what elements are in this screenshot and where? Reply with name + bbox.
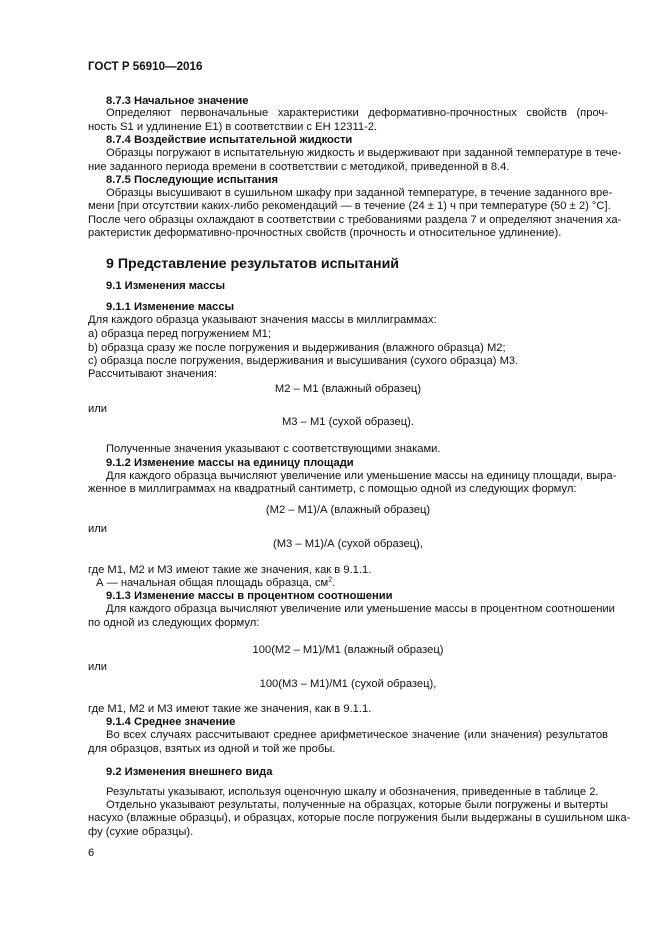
- formula-dry-mass: М3 – М1 (сухой образец).: [281, 416, 414, 428]
- or-label: или: [88, 523, 108, 535]
- section-8-7-4-text-line: Образцы погружают в испытательную жидкость и выдерживают при заданной температуре в тече-: [106, 147, 622, 159]
- formula-wet-area: (М2 – М1)/А (влажный образец): [265, 504, 431, 516]
- area-unit-superscript: 2: [328, 576, 333, 584]
- signs-note: Полученные значения указывают с соответствующими знаками.: [106, 443, 441, 455]
- section-8-7-5-text-line: мени [при отсутствии каких-либо рекомендаций — в течение (24 ± 1) ч при температуре (50 ± 2) °С].: [88, 200, 611, 212]
- section-9-title: 9 Представление результатов испытаний: [106, 256, 400, 272]
- section-9-2-text-line: фу (сухие образцы).: [88, 826, 194, 838]
- formula-dry-area: (М3 – М1)/А (сухой образец),: [272, 538, 424, 550]
- section-9-1-3-text-line: по одной из следующих формул:: [88, 617, 260, 629]
- section-8-7-3-title: 8.7.3 Начальное значение: [106, 95, 249, 107]
- section-8-7-3-text-line: Определяют первоначальные характеристики деформативно-прочностных свойств (проч-: [106, 107, 608, 119]
- section-8-7-5-title: 8.7.5 Последующие испытания: [106, 174, 279, 186]
- section-8-7-4-text-line: ние заданного периода времени в соответствии с методикой, приведенной в 8.4.: [88, 161, 510, 173]
- list-item-a: a) образца перед погружением М1;: [88, 328, 271, 340]
- formula-dry-percent: 100(М3 – М1)/М1 (сухой образец),: [259, 678, 437, 690]
- section-9-2-text-line: насухо (влажные образцы), и образцах, которые после погружения были выдержаны в сушильном шка-: [88, 812, 631, 824]
- page-number: 6: [88, 847, 95, 859]
- list-item-b: b) образца сразу же после погружения и выдерживания (влажного образца) М2;: [88, 342, 506, 354]
- section-8-7-5-text-line: рактеристик деформативно-прочностных свойств (прочность и относительное удлинение).: [88, 227, 562, 239]
- section-9-1-1-title: 9.1.1 Изменение массы: [106, 301, 235, 313]
- area-definition-text: А — начальная общая площадь образца, см: [96, 577, 329, 589]
- where-note: где М1, М2 и М3 имеют такие же значения, как в 9.1.1.: [88, 564, 372, 576]
- section-9-1-2-text-line: Для каждого образца вычисляют увеличение или уменьшение массы на единицу площади, выра-: [106, 470, 617, 482]
- formula-wet-percent: 100(М2 – М1)/М1 (влажный образец): [252, 644, 444, 656]
- section-8-7-5-text-line: Образцы высушивают в сушильном шкафу при заданной температуре, в течение заданного вре-: [106, 187, 613, 199]
- formula-wet-mass: М2 – М1 (влажный образец): [274, 383, 422, 395]
- where-note: где М1, М2 и М3 имеют такие же значения, как в 9.1.1.: [88, 703, 372, 715]
- section-9-2-text-line: Отдельно указывают результаты, полученные на образцах, которые были погружены и вытерты: [106, 799, 608, 811]
- section-9-2-text-line: Результаты указывают, используя оценочную шкалу и обозначения, приведенные в таблице 2.: [106, 786, 599, 798]
- section-9-1-3-title: 9.1.3 Изменение массы в процентном соотношении: [106, 590, 393, 602]
- or-label: или: [88, 661, 108, 673]
- area-definition-end: .: [332, 577, 336, 589]
- section-9-2-title: 9.2 Изменения внешнего вида: [106, 766, 273, 778]
- section-9-1-4-text-line: для образцов, взятых из одной и той же пробы.: [88, 743, 336, 755]
- document-header: ГОСТ Р 56910—2016: [88, 60, 203, 73]
- section-9-1-1-text-line: Для каждого образца указывают значения массы в миллиграммах:: [88, 314, 437, 326]
- section-9-1-title: 9.1 Изменения массы: [106, 280, 226, 292]
- section-9-1-4-title: 9.1.4 Среднее значение: [106, 716, 236, 728]
- list-item-c: c) образца после погружения, выдерживания и высушивания (сухого образца) М3.: [88, 355, 519, 367]
- section-9-1-2-text-line: женное в миллиграммах на квадратный сантиметр, с помощью одной из следующих формул:: [88, 483, 577, 495]
- section-8-7-4-title: 8.7.4 Воздействие испытательной жидкости: [106, 134, 353, 146]
- section-9-1-3-text-line: Для каждого образца вычисляют увеличение или уменьшение массы в процентном соотношении: [106, 603, 615, 615]
- section-8-7-5-text-line: После чего образцы охлаждают в соответствии с требованиями раздела 7 и определяют значения ха-: [88, 214, 622, 226]
- section-8-7-3-text-line: ность S1 и удлинение E1) в соответствии с ЕН 12311-2.: [88, 121, 378, 133]
- section-9-1-2-title: 9.1.2 Изменение массы на единицу площади: [106, 457, 354, 469]
- or-label: или: [88, 403, 108, 415]
- section-9-1-4-text-line: Во всех случаях рассчитывают среднее арифметическое значение (или значения) результатов: [106, 729, 608, 741]
- calc-intro: Рассчитывают значения:: [88, 368, 217, 380]
